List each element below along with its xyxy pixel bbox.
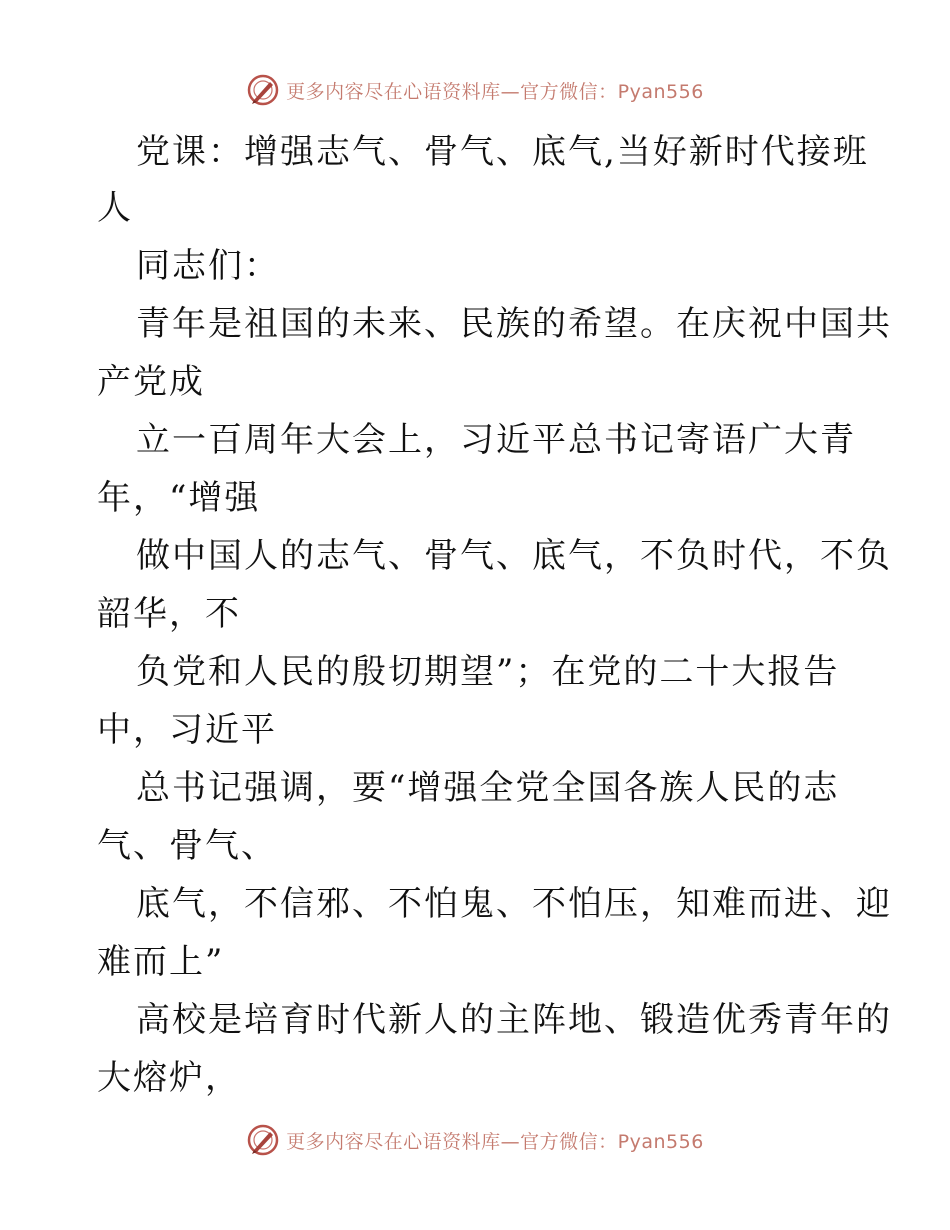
footer-watermark-text: 更多内容尽在心语资料库—官方微信：Pyan556	[286, 1130, 704, 1153]
paragraph-line: 中，习近平	[97, 710, 277, 750]
title-line: 党课：增强志气、骨气、底气,当好新时代接班	[136, 132, 869, 172]
paragraph-line: 韶华，不	[97, 594, 241, 634]
paragraph-line: 气、骨气、	[97, 826, 277, 866]
paragraph-line: 总书记强调，要“增强全党全国各族人民的志	[136, 768, 840, 808]
paragraph-line: 产党成	[97, 362, 205, 402]
paragraph-line: 立一百周年大会上，习近平总书记寄语广大青	[136, 420, 856, 460]
pen-circle-logo-icon	[246, 73, 280, 107]
footer-watermark-banner	[0, 1120, 950, 1160]
paragraph-line: 青年是祖国的未来、民族的希望。在庆祝中国共	[136, 304, 892, 344]
salutation: 同志们：	[136, 246, 280, 286]
paragraph-line: 底气，不信邪、不怕鬼、不怕压，知难而进、迎	[136, 884, 892, 924]
paragraph-line: 大熔炉，	[97, 1058, 241, 1098]
paragraph-line: 负党和人民的殷切期望”；在党的二十大报告	[136, 652, 840, 692]
pen-circle-logo-icon	[246, 1123, 280, 1157]
header-watermark-banner	[0, 70, 950, 110]
header-watermark-text: 更多内容尽在心语资料库—官方微信：Pyan556	[286, 80, 704, 103]
paragraph-line: 年，“增强	[97, 478, 261, 518]
title-line-continued: 人	[97, 188, 133, 228]
paragraph-line: 高校是培育时代新人的主阵地、锻造优秀青年的	[136, 1000, 892, 1040]
paragraph-line: 做中国人的志气、骨气、底气，不负时代，不负	[136, 536, 892, 576]
paragraph-line: 难而上”	[97, 942, 225, 982]
